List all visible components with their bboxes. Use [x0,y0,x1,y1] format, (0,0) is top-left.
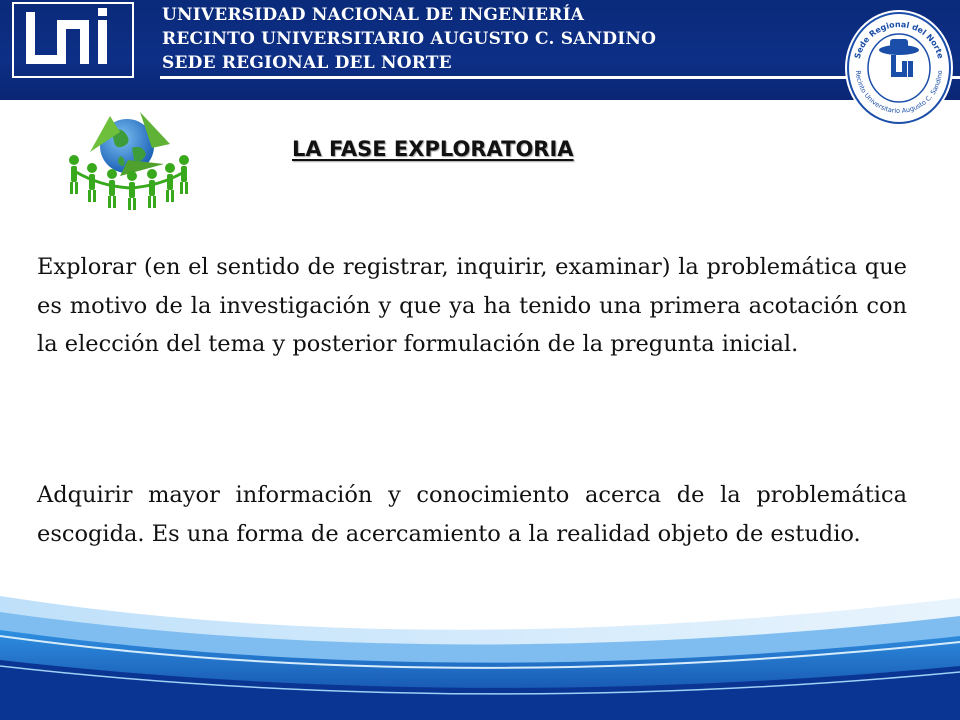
footer-wave [0,590,960,720]
header-line-1: UNIVERSIDAD NACIONAL DE INGENIERÍA [162,5,585,25]
paragraph-explorar: Explorar (en el sentido de registrar, inquirir, examinar) la problemática que es motivo de la investigación y que ya ha tenido una primera acotación con la elección del tema y posterior formulación de la pregunta inicial. [37,254,907,357]
header-line-2: RECINTO UNIVERSITARIO AUGUSTO C. SANDINO [162,29,657,49]
header-divider [160,76,960,79]
uni-logo-icon [12,2,134,78]
slide-title: LA FASE EXPLORATORIA [292,137,574,161]
seal-text-top: Sede Regional del Norte [852,19,946,60]
institution-name [162,3,656,75]
university-seal-icon [842,6,956,128]
paragraph-adquirir: Adquirir mayor información y conocimiento acerca de la problemática escogida. Es una forma de acercamiento a la realidad objeto de estudio. [37,482,907,547]
header-line-3: SEDE REGIONAL DEL NORTE [162,53,452,73]
recycling-globe-people-icon [60,104,194,214]
header-banner [0,0,960,100]
seal-text-bottom: Recinto Universitario Augusto C. Sandino [853,70,945,116]
